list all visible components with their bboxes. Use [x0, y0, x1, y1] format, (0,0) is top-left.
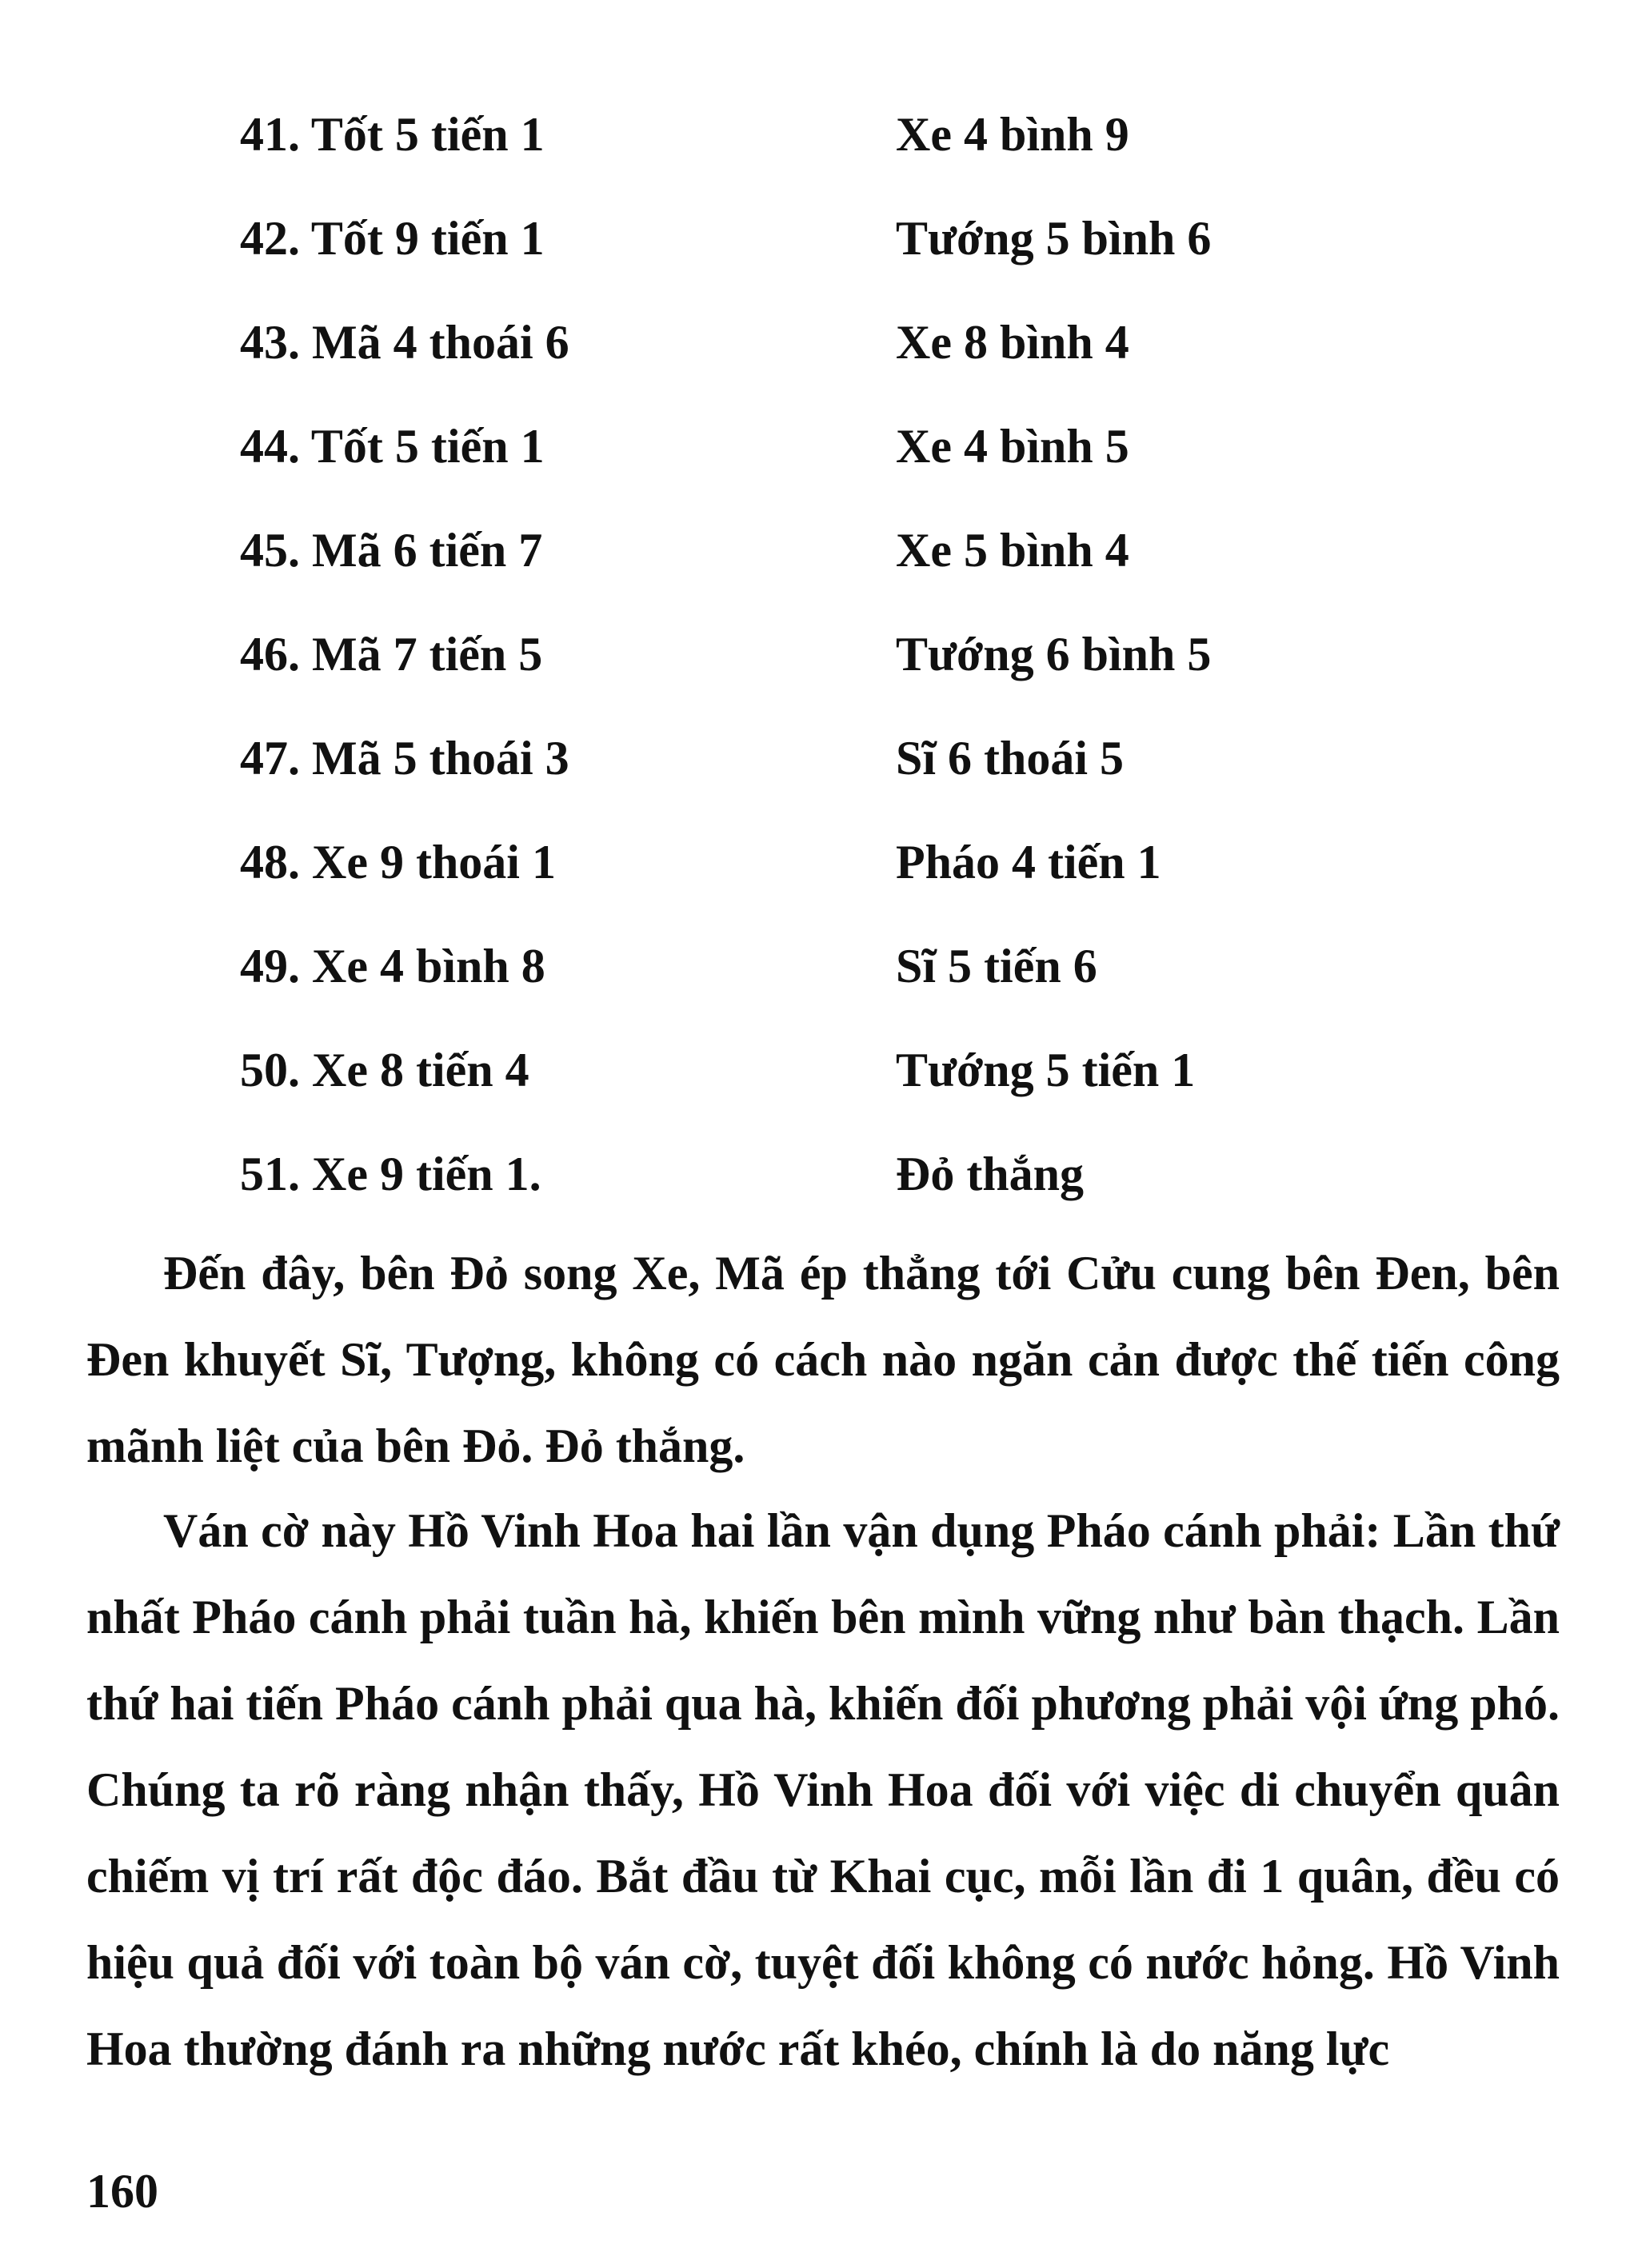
- move-row: [0, 394, 1638, 498]
- black-move: Sĩ 6 thoái 5: [896, 732, 1125, 785]
- move-row: [0, 498, 1638, 602]
- red-move: 45. Mã 6 tiến 7: [240, 524, 543, 577]
- black-move: Xe 5 bình 4: [896, 524, 1129, 577]
- move-row: [0, 602, 1638, 706]
- black-move: Đỏ thắng: [896, 1148, 1085, 1200]
- red-move: 42. Tốt 9 tiến 1: [240, 212, 545, 265]
- move-row: [0, 290, 1638, 394]
- black-move: Xe 4 bình 9: [896, 108, 1129, 161]
- move-row: [0, 810, 1638, 914]
- black-move: Tướng 5 tiến 1: [896, 1044, 1196, 1096]
- move-row: [0, 706, 1638, 810]
- commentary-paragraph: Đến đây, bên Đỏ song Xe, Mã ép thẳng tới Cửu cung bên Đen, bên Đen khuyết Sĩ, Tượng, không có cách nào ngăn cản được thế tiến công mãnh liệt của bên Đỏ. Đỏ thắng.: [86, 1247, 1560, 1472]
- black-move: Tướng 6 bình 5: [896, 628, 1212, 681]
- black-move: Sĩ 5 tiến 6: [896, 940, 1097, 992]
- commentary-paragraph: Ván cờ này Hồ Vinh Hoa hai lần vận dụng Pháo cánh phải: Lần thứ nhất Pháo cánh phải tuần hà, khiến bên mình vững như bàn thạch. Lần thứ hai tiến Pháo cánh phải qua hà, khiến đối phương phải vội ứng phó. Chúng ta rõ ràng nhận thấy, Hồ Vinh Hoa đối với việc di chuyển quân chiếm vị trí rất độc đáo. Bắt đầu từ Khai cục, mỗi lần đi 1 quân, đều có hiệu quả đối với toàn bộ ván cờ, tuyệt đối không có nước hỏng. Hồ Vinh Hoa thường đánh ra những nước rất khéo, chính là do năng lực: [86, 1504, 1560, 2075]
- red-move: 43. Mã 4 thoái 6: [240, 316, 569, 369]
- red-move: 48. Xe 9 thoái 1: [240, 836, 556, 888]
- red-move: 51. Xe 9 tiến 1.: [240, 1148, 541, 1200]
- move-row: [0, 914, 1638, 1018]
- move-row: [0, 82, 1638, 186]
- black-move: Xe 8 bình 4: [896, 316, 1129, 369]
- move-row: [0, 1122, 1638, 1226]
- red-move: 41. Tốt 5 tiến 1: [240, 108, 545, 161]
- move-row: [0, 186, 1638, 290]
- red-move: 46. Mã 7 tiến 5: [240, 628, 543, 681]
- move-row: [0, 1018, 1638, 1122]
- red-move: 44. Tốt 5 tiến 1: [240, 420, 545, 473]
- black-move: Pháo 4 tiến 1: [896, 836, 1161, 888]
- page-number: 160: [86, 2165, 158, 2218]
- black-move: Xe 4 bình 5: [896, 420, 1129, 473]
- red-move: 49. Xe 4 bình 8: [240, 940, 545, 992]
- red-move: 50. Xe 8 tiến 4: [240, 1044, 529, 1096]
- red-move: 47. Mã 5 thoái 3: [240, 732, 569, 785]
- black-move: Tướng 5 bình 6: [896, 212, 1212, 265]
